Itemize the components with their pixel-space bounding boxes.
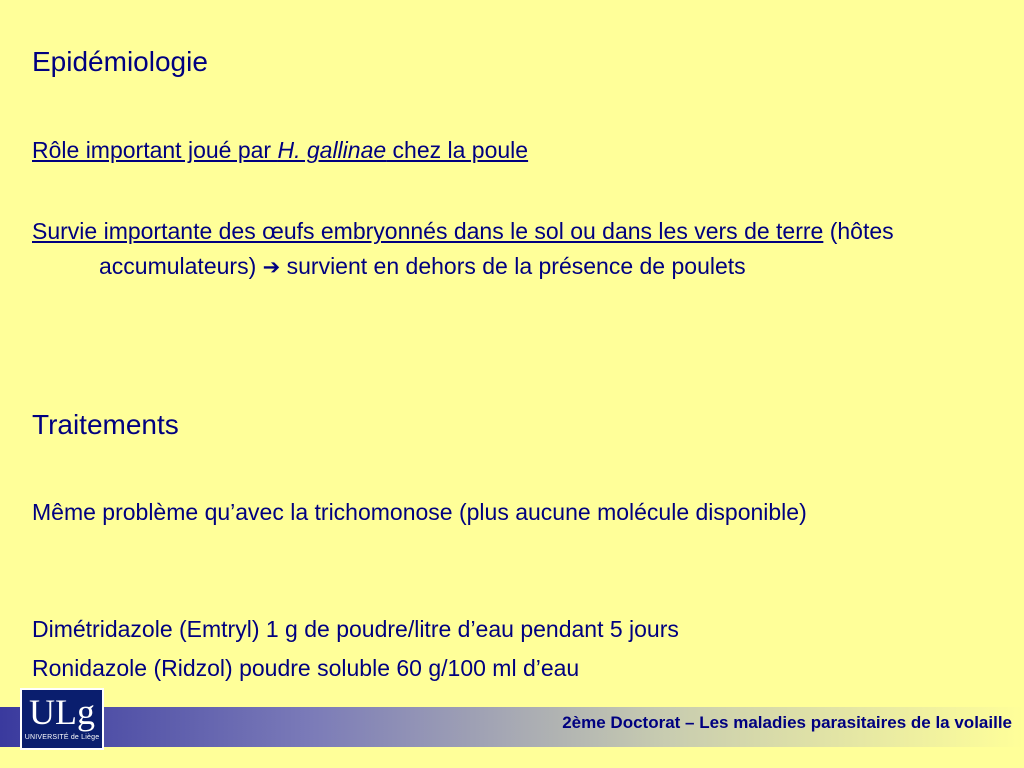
arrow-icon: ➔	[262, 256, 281, 279]
role-text	[32, 137, 528, 163]
paragraph-meme-probleme: Même problème qu’avec la trichomonose (plus aucune molécule disponible)	[32, 499, 807, 525]
species-name: H. gallinae	[277, 137, 387, 163]
role-text-after: chez la poule	[386, 137, 529, 163]
ulg-logo	[20, 688, 104, 750]
logo-text: ULg	[29, 692, 95, 732]
logo-subtext: UNIVERSITÉ de Liège	[24, 734, 100, 741]
section-title-epidemiologie: Epidémiologie	[32, 46, 208, 77]
paragraph-survie	[32, 214, 1024, 285]
role-text-before: Rôle important joué par	[32, 137, 278, 163]
paragraph-dimetridazole: Dimétridazole (Emtryl) 1 g de poudre/litre d’eau pendant 5 jours	[32, 616, 679, 642]
paragraph-role-important	[32, 133, 1024, 168]
section-title-traitements: Traitements	[32, 409, 179, 440]
survie-rest: survient en dehors de la présence de poulets	[280, 253, 746, 279]
paragraph-ronidazole: Ronidazole (Ridzol) poudre soluble 60 g/100 ml d’eau	[32, 655, 580, 681]
survie-hotes: (hôtes accumulateurs)	[99, 218, 894, 279]
footer-text: 2ème Doctorat – Les maladies parasitaires de la volaille	[562, 713, 1012, 732]
survie-underlined: Survie importante des œufs embryonnés dans le sol ou dans les vers de terre	[32, 218, 824, 244]
